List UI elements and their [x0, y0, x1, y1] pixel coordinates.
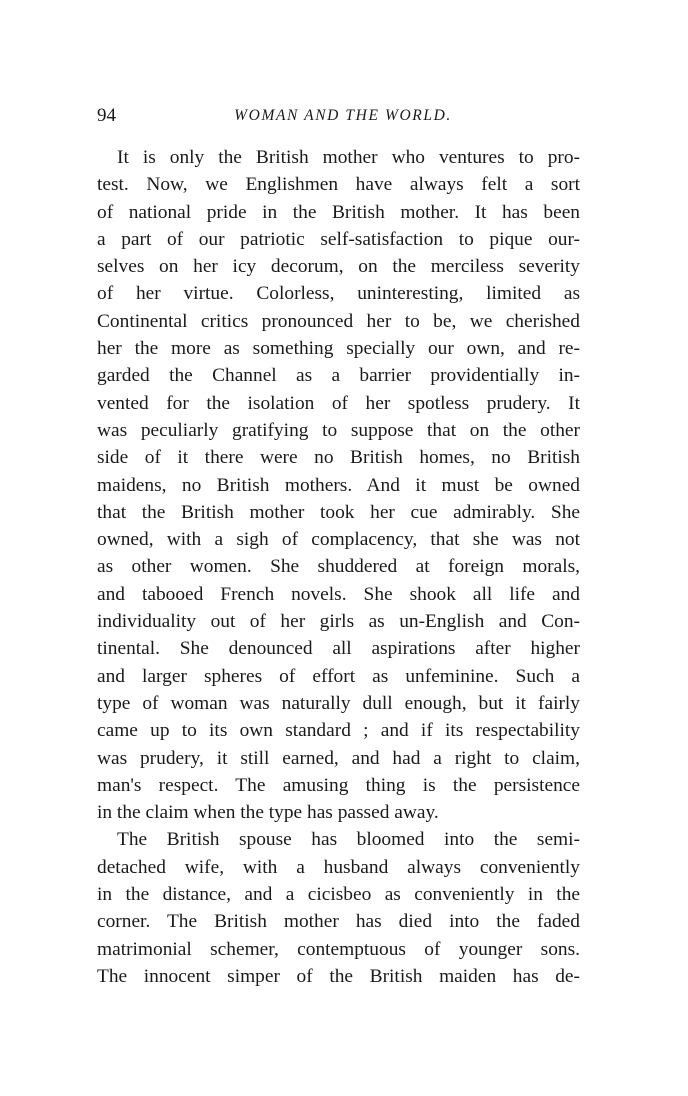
text-line: test. Now, we Englishmen have always felt a sort — [97, 174, 580, 196]
running-head — [97, 104, 583, 128]
text-line: vented for the isolation of her spotless prudery. It — [97, 392, 580, 414]
text-line: was prudery, it still earned, and had a right to claim, — [97, 747, 580, 769]
text-line: It is only the British mother who ventures to pro- — [117, 147, 580, 168]
text-line: owned, with a sigh of complacency, that she was not — [97, 529, 580, 551]
body-text — [97, 144, 580, 990]
page-number: 94 — [97, 105, 116, 126]
text-line: Continental critics pronounced her to be, we cherished — [97, 310, 580, 332]
text-line: selves on her icy decorum, on the merciless severity — [97, 256, 580, 278]
text-line: maidens, no British mothers. And it must be owned — [97, 474, 580, 496]
text-line: The innocent simper of the British maiden has de- — [97, 965, 580, 987]
text-line: and larger spheres of effort as unfeminine. Such a — [97, 665, 580, 687]
running-title: WOMAN AND THE WORLD. — [234, 107, 452, 124]
text-line: that the British mother took her cue admirably. She — [97, 501, 580, 523]
text-line: tinental. She denounced all aspirations after higher — [97, 638, 580, 660]
text-line: of national pride in the British mother. It has been — [97, 201, 580, 223]
paragraph-1 — [97, 144, 580, 826]
text-line: and tabooed French novels. She shook all life and — [97, 583, 580, 605]
text-line: a part of our patriotic self-satisfaction to pique our- — [97, 228, 580, 250]
text-line: individuality out of her girls as un-English and Con- — [97, 611, 580, 633]
text-line: corner. The British mother has died into the faded — [97, 911, 580, 933]
text-line: matrimonial schemer, contemptuous of younger sons. — [97, 938, 580, 960]
text-line: as other women. She shuddered at foreign morals, — [97, 556, 580, 578]
text-line: side of it there were no British homes, no British — [97, 447, 580, 469]
text-line: her the more as something specially our own, and re- — [97, 338, 580, 360]
text-line: The British spouse has bloomed into the semi- — [117, 829, 580, 851]
text-line: detached wife, with a husband always conveniently — [97, 856, 580, 878]
text-line: type of woman was naturally dull enough, but it fairly — [97, 692, 580, 714]
text-line: garded the Channel as a barrier providentially in- — [97, 365, 580, 387]
text-line: in the claim when the type has passed away. — [97, 802, 439, 824]
text-line: man's respect. The amusing thing is the persistence — [97, 774, 580, 796]
text-line: came up to its own standard ; and if its respectability — [97, 720, 580, 742]
paragraph-2 — [97, 826, 580, 990]
text-line: in the distance, and a cicisbeo as conveniently in the — [97, 884, 580, 906]
text-line: was peculiarly gratifying to suppose that on the other — [97, 419, 580, 441]
text-line: of her virtue. Colorless, uninteresting, limited as — [97, 283, 580, 305]
